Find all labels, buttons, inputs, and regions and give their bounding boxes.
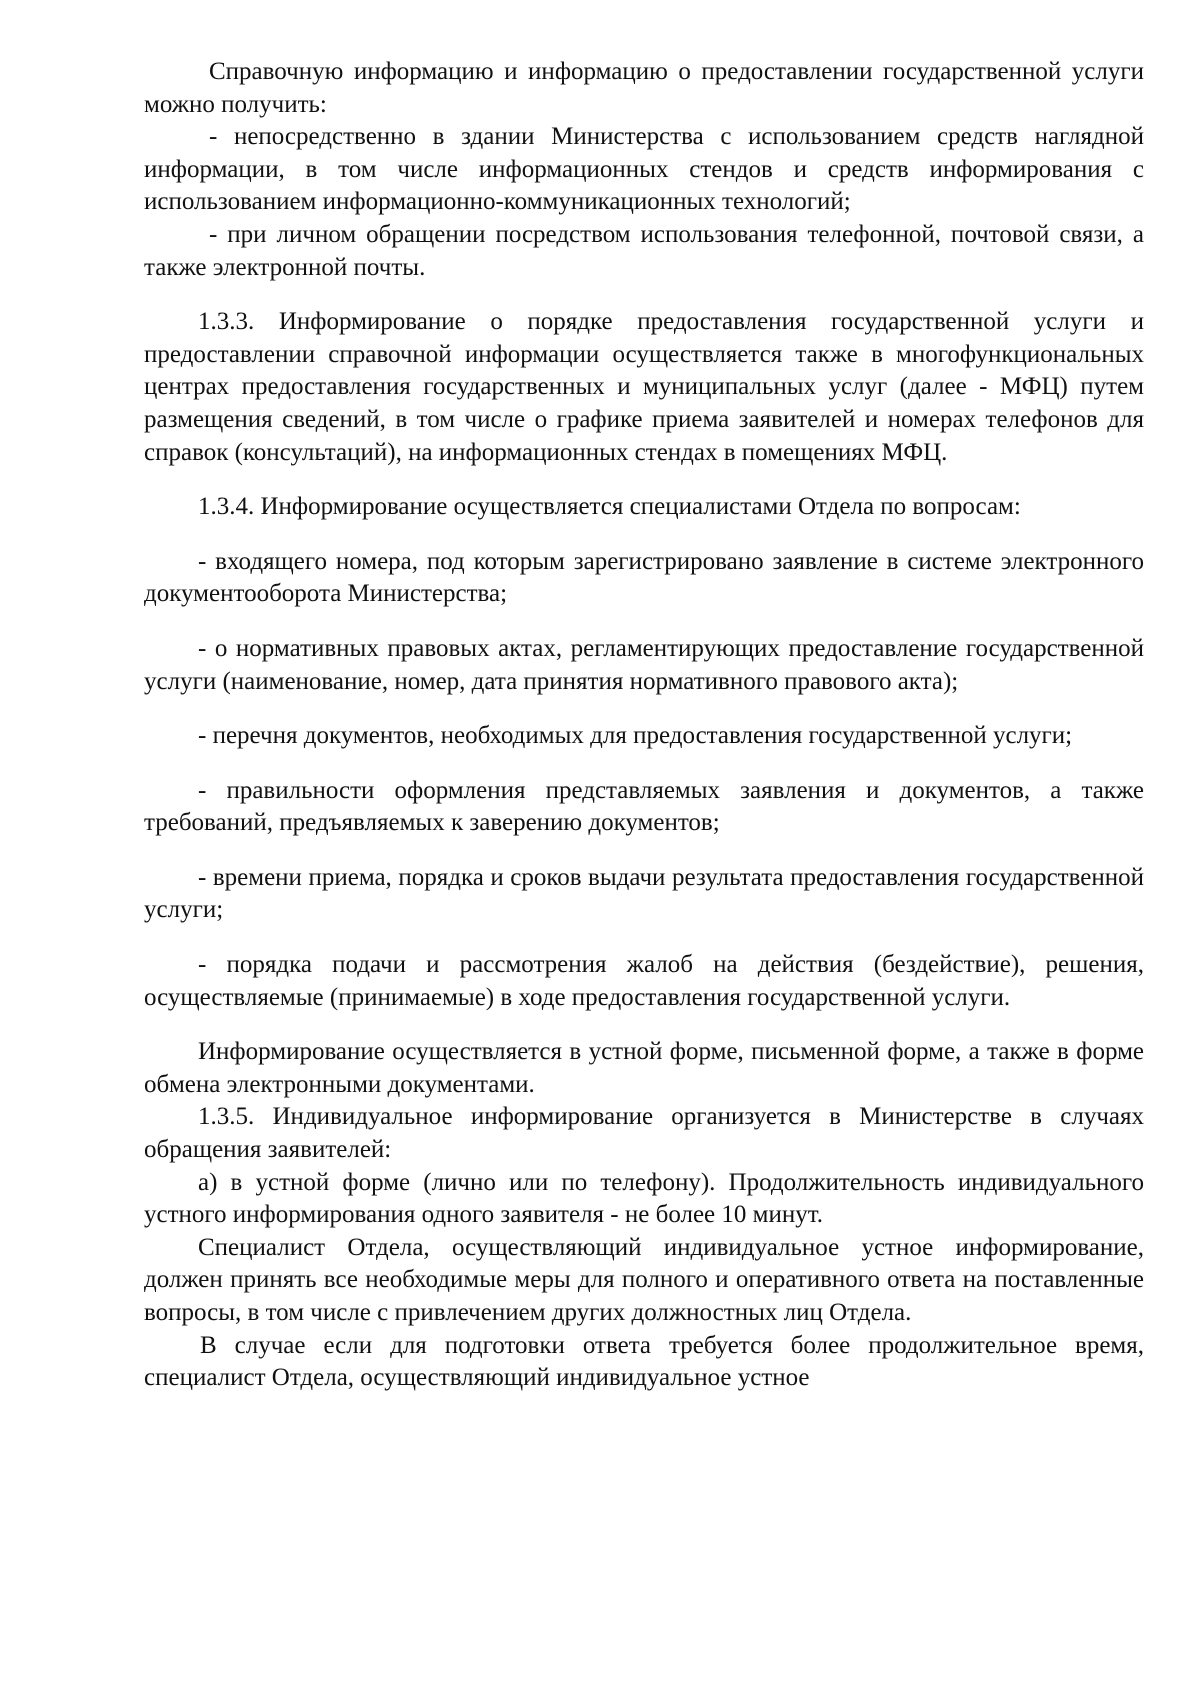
paragraph-list-item-normative-acts: - о нормативных правовых актах, регламентирующих предоставление государственной услуги (наименование, номер, дата принятия нормативного правового акта); [144,634,1144,695]
paragraph-list-item-complaints: - порядка подачи и рассмотрения жалоб на действия (бездействие), решения, осуществляемые (принимаемые) в ходе предоставления государственной услуги. [144,951,1144,1011]
paragraph-reference-info: Справочную информацию и информацию о предоставлении государственной услуги можно получить: [144,58,1144,118]
paragraph-section-1-3-3: 1.3.3. Информирование о порядке предоставления государственной услуги и предоставлении справочной информации осуществляется также в многофункциональных центрах предоставления государственных и муниципальных услуг (далее - МФЦ) путем размещения сведений, в том числе о графике приема заявителей и номерах телефонов для справок (консультаций), на информационных стендах в помещениях МФЦ. [144,308,1144,466]
paragraph-informing-forms: Информирование осуществляется в устной форме, письменной форме, а также в форме обмена электронными документами. [144,1038,1144,1098]
paragraph-oral-form: а) в устной форме (лично или по телефону). Продолжительность индивидуального устного информирования одного заявителя - не более 10 минут. [144,1168,1144,1229]
paragraph-list-item-correctness: - правильности оформления представляемых заявления и документов, а также требований, предъявляемых к заверению документов; [144,776,1144,837]
paragraph-longer-time: В случае если для подготовки ответа требуется более продолжительное время, специалист Отдела, осуществляющий индивидуальное устное [144,1331,1144,1392]
paragraph-list-item-document-list: - перечня документов, необходимых для предоставления государственной услуги; [198,722,1073,750]
paragraph-section-1-3-4: 1.3.4. Информирование осуществляется специалистами Отдела по вопросам: [198,493,1021,521]
paragraph-list-item-reception-time: - времени приема, порядка и сроков выдачи результата предоставления государственной услуги; [144,863,1144,924]
document-body [144,56,1144,1395]
paragraph-section-1-3-5: 1.3.5. Индивидуальное информирование организуется в Министерстве в случаях обращения заявителей: [144,1103,1144,1164]
paragraph-list-item-ministry-building: - непосредственно в здании Министерства с использованием средств наглядной информации, в том числе информационных стендов и средств информирования с использованием информационно-коммуникационных технологий; [144,123,1144,216]
paragraph-list-item-incoming-number: - входящего номера, под которым зарегистрировано заявление в системе электронного документооборота Министерства; [144,547,1144,608]
paragraph-list-item-personal-contact: - при личном обращении посредством использования телефонной, почтовой связи, а также электронной почты. [144,220,1144,281]
paragraph-specialist-duties: Специалист Отдела, осуществляющий индивидуальное устное информирование, должен принять все необходимые меры для полного и оперативного ответа на поставленные вопросы, в том числе с привлечением других должностных лиц Отдела. [144,1233,1144,1326]
